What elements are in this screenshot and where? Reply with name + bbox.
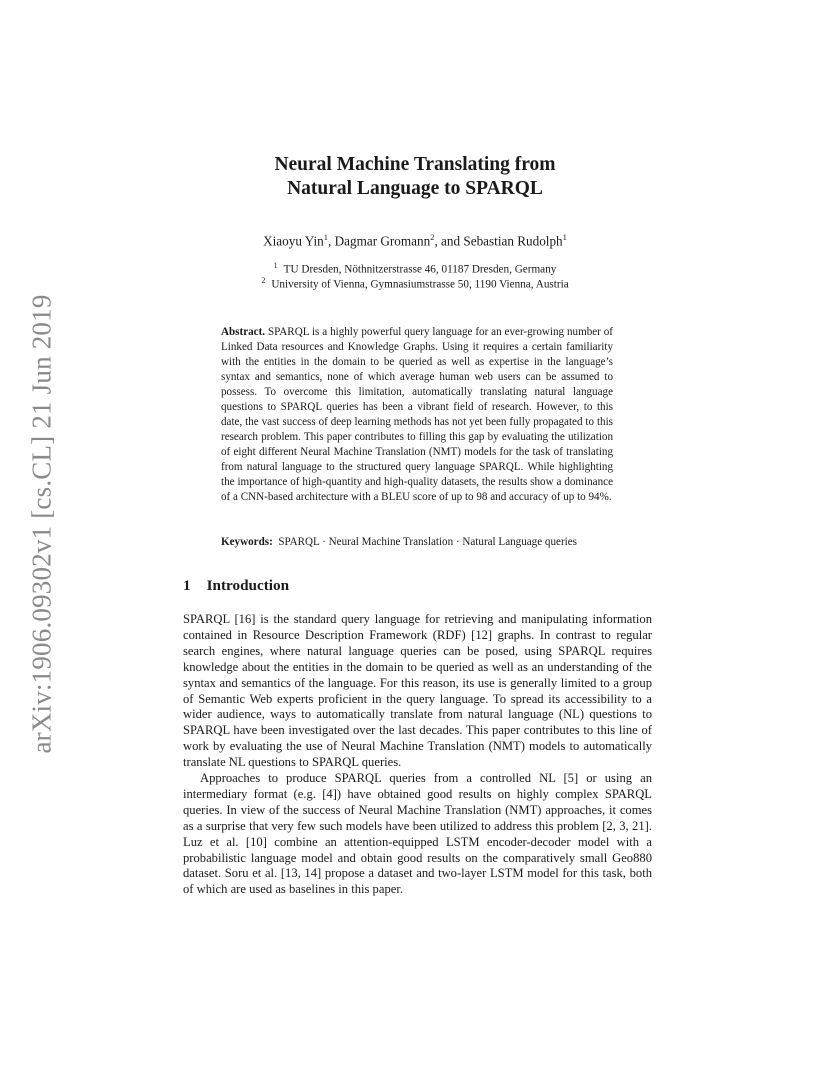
abstract-label: Abstract.	[221, 326, 266, 338]
affiliation-text: University of Vienna, Gymnasiumstrasse 50, 1190 Vienna, Austria	[271, 278, 569, 291]
affiliation-2	[150, 274, 680, 292]
affiliation-mark: 1	[323, 232, 329, 242]
body-paragraph-2: Approaches to produce SPARQL queries from a controlled NL [5] or using an intermediary format (e.g. [4]) have obtained good results on highly complex SPARQL queries. In view of the success of Neural Machine Translation (NMT) approaches, it comes as a surprise that very few such models have been utilized to address this problem [2, 3, 21]. Luz et al. [10] combine an attention-equipped LSTM encoder-decoder model with a probabilistic language model and obtain good results on the comparatively small Geo880 dataset. Soru et al. [13, 14] propose a dataset and two-layer LSTM model for this task, both of which are used as baselines in this paper.	[183, 771, 652, 897]
affiliation-mark: 2	[430, 232, 435, 242]
abstract-text: SPARQL is a highly powerful query language for an ever-growing number of Linked Data resources and Knowledge Graphs. Using it requires a certain familiarity with the entities in the domain to be queried as well as expertise in the language’s syntax and semantics, none of which average human web users can be assumed to possess. To overcome this limitation, automatically translating natural language questions to SPARQL queries has been a vibrant field of research. However, to this date, the vast success of deep learning methods has not yet been fully propagated to this research problem. This paper contributes to filling this gap by evaluating the utilization of eight different Neural Machine Translation (NMT) models for the task of translating from natural language to the structured query language SPARQL. While highlighting the importance of high-quantity and high-quality datasets, the results show a dominance of a CNN-based architecture with a BLEU score of up to 98 and accuracy of up to 94%.	[221, 326, 613, 503]
section-number: 1	[183, 577, 191, 594]
affiliation-mark: 2	[261, 276, 266, 285]
author-name: , and Sebastian Rudolph	[434, 233, 563, 249]
paper-title-line-1: Neural Machine Translating from	[274, 154, 556, 175]
arxiv-identifier-text: arXiv:1906.09302v1 [cs.CL] 21 Jun 2019	[26, 294, 57, 754]
affiliation-mark: 1	[562, 232, 567, 242]
arxiv-identifier-stamp	[17, 290, 67, 758]
keywords	[221, 535, 621, 550]
section-heading	[183, 576, 289, 595]
affiliation-text: TU Dresden, Nöthnitzerstrasse 46, 01187 Dresden, Germany	[283, 263, 557, 276]
body-paragraph-1: SPARQL [16] is the standard query language for retrieving and manipulating information contained in Resource Description Framework (RDF) [12] graphs. In contrast to regular search engines, where natural language queries can be posed, using SPARQL requires knowledge about the entities in the domain to be queried as well as an understanding of the syntax and semantics of the language. For this reason, its use is generally limited to a group of Semantic Web experts proficient in the query language. To spread its accessibility to a wider audience, ways to automatically translate from natural language (NL) questions to SPARQL have been investigated over the last decades. This paper contributes to this line of work by evaluating the use of Neural Machine Translation (NMT) models to automatically translate NL questions to SPARQL queries.	[183, 612, 652, 770]
author-name: Xiaoyu Yin	[263, 233, 324, 249]
keywords-label: Keywords:	[221, 536, 273, 548]
affiliation-mark: 1	[273, 261, 278, 270]
section-title: Introduction	[206, 577, 290, 594]
author-name: , Dagmar Gromann	[328, 233, 431, 249]
author-list	[150, 229, 680, 249]
abstract	[221, 325, 613, 505]
paper-title-line-2: Natural Language to SPARQL	[287, 178, 543, 199]
keywords-text: SPARQL · Neural Machine Translation · Natural Language queries	[278, 536, 577, 548]
